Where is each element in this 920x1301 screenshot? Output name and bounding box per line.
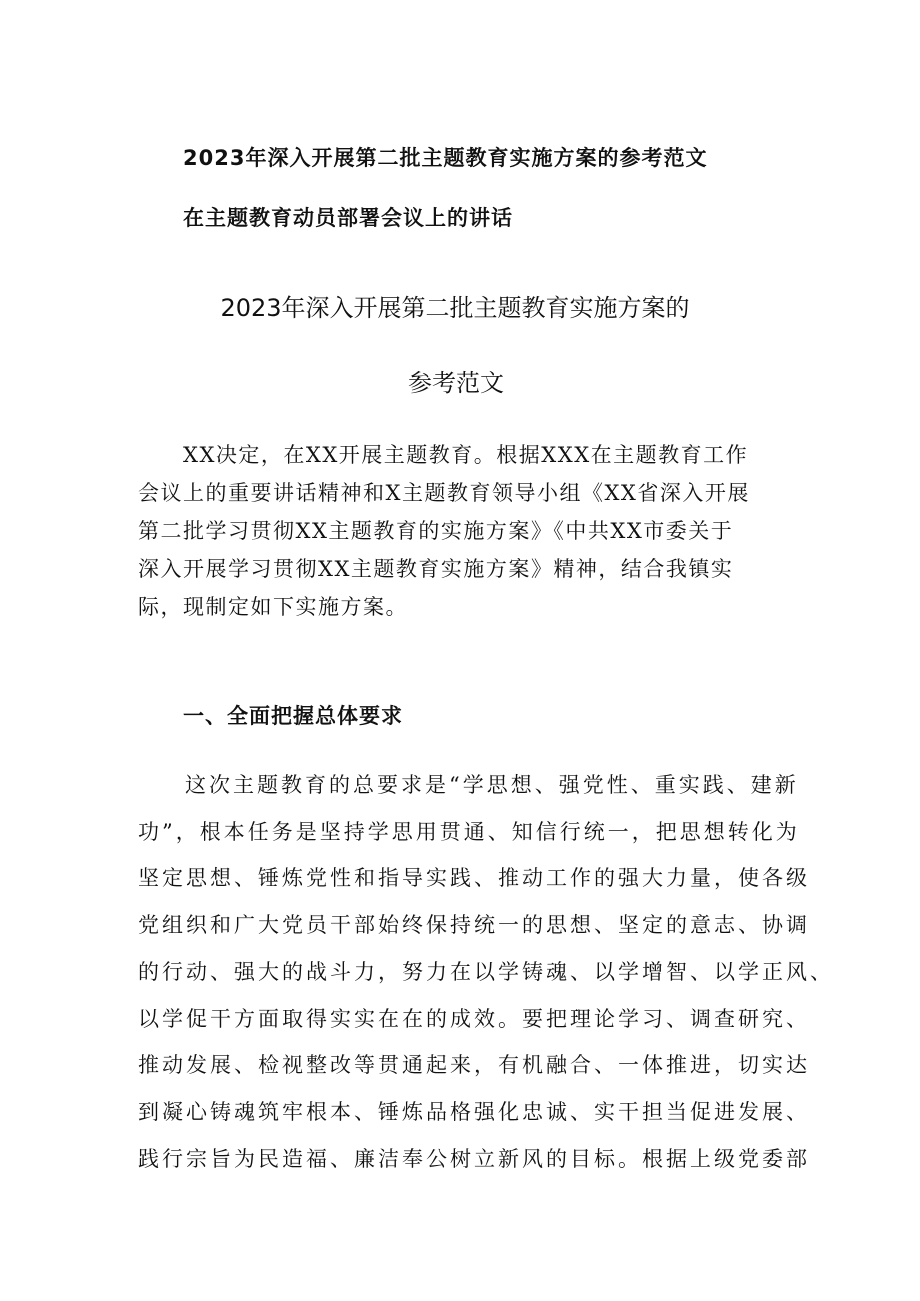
section-1-line: 践行宗旨为民造福、廉洁奉公树立新风的目标。根据上级党委部 [138, 1146, 810, 1171]
section-1-line: 这次主题教育的总要求是“学思想、强党性、重实践、建新 [185, 773, 799, 797]
document-title-line-1: 2023年深入开展第二批主题教育实施方案的 [220, 294, 690, 322]
section-heading-1: 一、全面把握总体要求 [183, 704, 403, 728]
section-1-line: 坚定思想、锤炼党性和指导实践、推动工作的强大力量，使各级 [138, 866, 810, 891]
intro-line: 第二批学习贯彻XX主题教育的实施方案》《中共XX市委关于 [138, 519, 734, 543]
document-title-line-2: 参考范文 [408, 369, 504, 397]
intro-line: 深入开展学习贯彻XX主题教育实施方案》精神，结合我镇实 [138, 557, 734, 581]
intro-paragraph [138, 436, 778, 626]
section-1-line: 到凝心铸魂筑牢根本、锤炼品格强化忠诚、实干担当促进发展、 [138, 1099, 810, 1124]
section-1-line: 的行动、强大的战斗力，努力在以学铸魂、以学增智、以学正风、 [138, 959, 834, 984]
section-1-paragraph [138, 762, 834, 1182]
intro-line: XX决定，在XX开展主题教育。根据XXX在主题教育工作 [183, 443, 749, 467]
section-1-line: 党组织和广大党员干部始终保持统一的思想、坚定的意志、协调 [138, 913, 810, 938]
toc-entry-1: 2023年深入开展第二批主题教育实施方案的参考范文 [183, 146, 708, 170]
section-1-line: 以学促干方面取得实实在在的成效。要把理论学习、调查研究、 [138, 1006, 810, 1031]
section-1-line: 功”，根本任务是坚持学思用贯通、知信行统一，把思想转化为 [138, 819, 800, 844]
intro-line: 会议上的重要讲话精神和X主题教育领导小组《XX省深入开展 [138, 481, 750, 505]
section-1-line: 推动发展、检视整改等贯通起来，有机融合、一体推进，切实达 [138, 1053, 810, 1078]
intro-line: 际，现制定如下实施方案。 [138, 595, 408, 619]
toc-entry-2: 在主题教育动员部署会议上的讲话 [183, 206, 513, 230]
